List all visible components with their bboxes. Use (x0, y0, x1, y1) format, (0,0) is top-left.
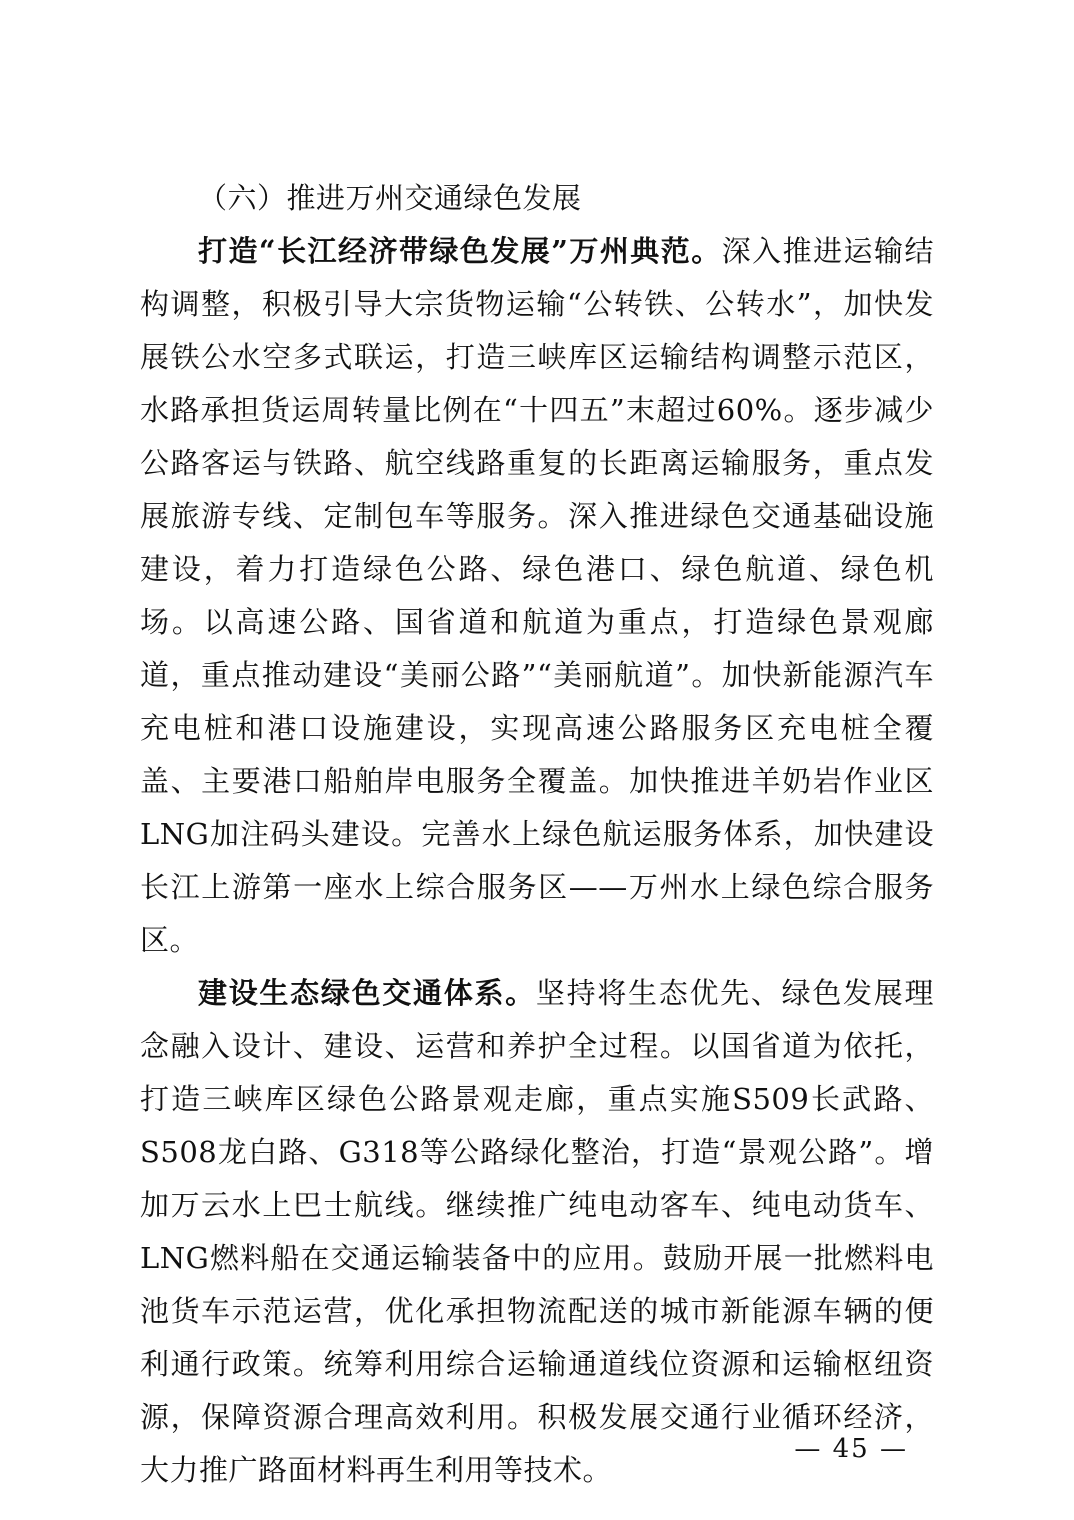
paragraph-lead: 打造“长江经济带绿色发展”万州典范。 (198, 234, 722, 268)
paragraph-body: 坚持将生态优先、绿色发展理念融入设计、建设、运营和养护全过程。以国省道为依托，打造三峡库区绿色公路景观走廊，重点实施S509长武路、S508龙白路、G318等公路绿化整治，打造“景观公路”。增加万云水上巴士航线。继续推广纯电动客车、纯电动货车、LNG燃料船在交通运输装备中的应用。鼓励开展一批燃料电池货车示范运营，优化承担物流配送的城市新能源车辆的便利通行政策。统筹利用综合运输通道线位资源和运输枢纽资源，保障资源合理高效利用。积极发展交通行业循环经济，大力推广路面材料再生利用等技术。 (140, 976, 934, 1487)
page-number: — 45 — (794, 1434, 908, 1464)
paragraph-lead: 建设生态绿色交通体系。 (198, 976, 536, 1010)
paragraph-body: 深入推进运输结构调整，积极引导大宗货物运输“公转铁、公转水”，加快发展铁公水空多式联运，打造三峡库区运输结构调整示范区，水路承担货运周转量比例在“十四五”末超过60%。逐步减少公路客运与铁路、航空线路重复的长距离运输服务，重点发展旅游专线、定制包车等服务。深入推进绿色交通基础设施建设，着力打造绿色公路、绿色港口、绿色航道、绿色机场。以高速公路、国省道和航道为重点，打造绿色景观廊道，重点推动建设“美丽公路”“美丽航道”。加快新能源汽车充电桩和港口设施建设，实现高速公路服务区充电桩全覆盖、主要港口船舶岸电服务全覆盖。加快推进羊奶岩作业区LNG加注码头建设。完善水上绿色航运服务体系，加快建设长江上游第一座水上综合服务区——万州水上绿色综合服务区。 (140, 234, 934, 957)
page-content (140, 172, 934, 1497)
section-heading: （六）推进万州交通绿色发展 (198, 181, 582, 215)
paragraph-ecological-transport-system (140, 967, 934, 1497)
paragraph-green-development-model (140, 225, 934, 967)
